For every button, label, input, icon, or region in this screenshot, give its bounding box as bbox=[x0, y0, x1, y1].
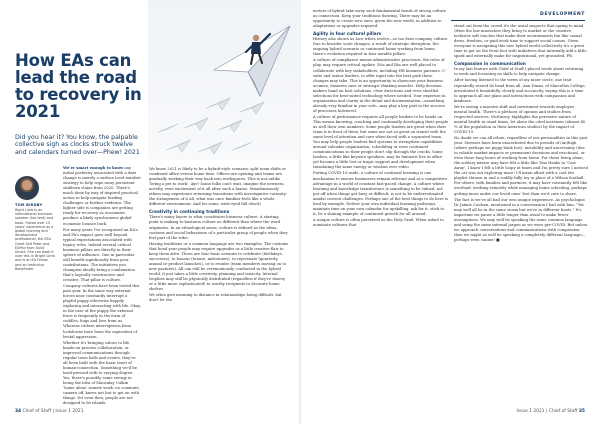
paragraph: We know 2021 is likely to be a hybrid-style scenario: split team shifts or combined office versus home time. Offices are opening and teams are gradually working their way back into workspaces. This is not unlike ‘living a pet to work’. Aye! Some folks can't wait, imagine the newness, novelty, even excitement of it all after such a hiatus. Simultaneously others may experience returning transitions with investigative curiosity: the strangeness of it all, what was once familiar feels like a whole different environment. And for some, wide-eyed full shock! bbox=[149, 167, 288, 207]
left-column-2 bbox=[149, 167, 289, 403]
paragraph: For many years I've recognised an EA's and PA's impact goes well beyond typical expectations associated with legacy roles. Indeed several critical business pillars are directly in their sphere of influence. One in particular will benefit significantly from your contributions. The initiatives you champion ideally bring a combination that's logically constructive and creative. That pillar is culture. bbox=[63, 227, 139, 283]
author-name: TOM BIRDBY bbox=[15, 203, 43, 207]
paragraph: Whether it's bringing values to life, hands-on process collaboration, or improved communications through regular town halls and events, they've all been built with the basic tenet of human-connection. Something we'd be hard-pressed with to varying degree. Yes, there's possibly some energy in being the idea of Macaulay Culkin ‘home alone’ remote work: no commute, camera off, knees not but to get on with things. Yet even then, people are not designed to be islands. bbox=[63, 340, 140, 406]
paragraph: There's many layers to what constitutes business culture. A starting point is making to business culture no different than where the word originates. In an ethnological sense, culture is defined as the ideas, customs and social behaviours of a particular group of people when they feel part of the tribe. bbox=[149, 215, 288, 240]
paragraph: A culture of performance requires all people leaders to be hands on. This means knowing, coaching and continually developing their people as well their own numbers. Some people leaders are great when their team is in front of them, but some are not so great on transit with the same level of attention and care when faced with a separated team. You may help people leaders find systems to strengthen capabilities around calendar organisation, scheduling or even continued communications so their people don't slip through the cracks. Some leaders, a little like keynote speakers, may be fantastic live in office yet become a little lost or tragic support and development when translating the same energy or wisdom over video. bbox=[313, 114, 449, 170]
paragraph: Company cultures have been tested this past year. In the same way external forces near constantly interrupt a playful puppy otherwise happily exploring and interacting with life. Okay, in the case of the puppy the external force is frequently in the form of cuddles, hugs and love from us. Whereas culture interruptions from lockdowns have been the equivalent of brutal aggression. bbox=[63, 284, 141, 339]
author-bio: Right Limb is an international business speaker (her text) and book. Follow over 15 years' experience as a global learning and development professional, the EEA Great Salt Peter and EAPod from Salut Smart. She can book it over this in Bright Limb and is an EA Fellow and an Instructor Bodyfinder. bbox=[15, 208, 55, 271]
subheading: Compassion in communication bbox=[454, 61, 526, 67]
article-standfirst: Did you hear it? You know, the palpable collective sigh as clocks struck twelve and calendars turned over—Phew! 2021 bbox=[15, 134, 140, 156]
publication-name: Chief of Staff bbox=[548, 409, 578, 414]
left-column-1 bbox=[63, 165, 141, 406]
paragraph: We're seeing a massive shift and investment towards employee mental health. There's a plethora of opinion and studies from respected sources. McKinsey, highlights the pervasive nature of mental health in usual times, let alone the cited increases (almost 40 % of the population in their American studies) by the impact of COVID-19. bbox=[454, 104, 586, 134]
issue-label: Issue 1 2021 bbox=[55, 409, 84, 414]
paragraph: Having traditions or a common language are two examples. The customs that bond your people may require upgrades or a little creative flair to keep them alive. There are four basic avenues to celebrate (birthdays, successes), to honour (tenure, milestones), to rejuvenate (quarterly, annual or product launches), or to reunite (team members moving on to new pastures). All can still be ceremoniously conducted in the hybrid world, it just takes a little creativity, planning and tenacity. Internal trophies may still be physically distributed (regardless if they're doorsy or a little more sophisticated) to worthy recipients to decorate home shelves. bbox=[149, 241, 289, 292]
paragraph: No doubt we can all relate, regardless of our personalities in this past year. Stresses have been exacerbated due to periods of (un)high (where perhaps we piggy-bank lost), instability and uncertainty (due to volatile market impacts or permanent decisions and reactions), or even those long bouts of working from home. For those living alone, the solitary nature may have felt a little like Tom Hanks in ‘Cast Away’. I know I felt a little loopy at times and I'm pretty sure I noticed the cat was out exploring more! I'll mean albeit with a cool 60s playlist thrown in and a cuddly fully toy in place of a Wilson football. For others, with families and partners, it may have constantly felt like overload: working remotely while managing home schooling, perhaps getting more under our loved ones' feet than we'd care to share. bbox=[454, 135, 588, 196]
page-number: 35 bbox=[578, 409, 585, 414]
paragraph: The fact is we've all had our own unique experience. As psychologist Dr Jaimie Coulson, mentioned in a conversation I had with him, “We may well all be in the same storm but we're in different boats.” It's important we pause a little longer than usual to make fewer assumptions. We may well be speaking the same common language and using the same internal jargon as we were pre-COVID. But unless we approach conversations and communications with compassion then we might as well be speaking a completely different language—perhaps even canine! ■ bbox=[454, 197, 588, 242]
section-rule bbox=[451, 20, 585, 21]
paragraph: A culture of compliance means administrative processes, the rules of play, may require critical update. EAs and PAs are well placed to collaborate with key stakeholders, including HR business partners, C-suite and senior leaders, to offer input into the best path these changes may take. This is an opportunity to showcase your business acumen, business case or strategic thinking muscles. Help decision makers hand on best solutions, clear directions and even shortlist selections for best-suited technology where needed. Your expertise in organisation and clarity in the detail and documentation—something already very familiar in your role—may play a key part in the success of processes bolstered. bbox=[313, 58, 447, 113]
paragraph: A unique culture is often perceived as the Holy Grail. When asked to nominate cultures that bbox=[313, 217, 444, 227]
paragraph: We often give meaning to distance in relationships being difficult, but don't let the bbox=[149, 293, 282, 303]
publication-name: Chief of Staff bbox=[22, 409, 52, 414]
author-avatar bbox=[15, 176, 39, 200]
subheading: Creativity in continuing traditions bbox=[149, 209, 230, 215]
hero-illustration bbox=[148, 0, 300, 160]
paper-plane-flock-icon bbox=[148, 0, 300, 160]
right-page bbox=[301, 0, 600, 424]
left-page bbox=[0, 0, 299, 424]
right-column-2 bbox=[454, 24, 588, 402]
page-number: 34 bbox=[15, 409, 22, 414]
right-footer: Issue 1 2021 | Chief of Staff 35 bbox=[516, 409, 585, 414]
paragraph: History also shows us how tribes evolve—so too does company culture. Due to broader scale changes, a result of strategic disruption, the ongoing hybrid scenario or continued home working from home, there's evolution required in four notable pillars. bbox=[313, 37, 449, 57]
issue-label: Issue 1 2021 bbox=[516, 409, 545, 414]
paragraph: We're smart enough to know any initial positivity associated with a date change is merely a surface level mindset strategy to help wipe away persistent stubborn stains from 2020. There's much done by way of inspired practical action to help navigate leading challenges or further evidence. The lighter side is companies are getting ready for recovery as economies produce a likely synchronous global economic bounce back. bbox=[63, 165, 141, 226]
paragraph: meters of hybrid take away such fundamental bonds of strong culture as connection. Keep your traditions thriving. There may be an opportunity to create new ones, given the new world, in addition to adaptations or upgrades required. bbox=[313, 9, 446, 29]
left-footer: 34 Chief of Staff | Issue 1 2021 bbox=[15, 409, 84, 414]
paragraph: After having listened to the views of my inner circle, one trait repeatedly reared its head from all. Ann Dinan, of Marcellus College, articulated it beautifully, clearly and succinctly, saying this is a time to approach all our plans and interactions with compassion and kindness. bbox=[454, 78, 586, 103]
paragraph: In my last feature with Chief of Staff I placed seeds about returning to work and focussing on skills to help navigate change. bbox=[454, 67, 584, 77]
paragraph: stand out from the crowd it's the usual suspects that spring to mind. Often the law innovators they bring to market or the creative, inclusive soft touches that make their environments fun like casual dress, freebies, or paid work time to support social causes. Given everyone is navigating this new hybrid world collectively it's a great time to get on the front foot with initiatives that internally add a little spark and externally make for inspirational, yet grounded, PR. bbox=[454, 24, 587, 59]
article-headline: How EAs can lead the road to recovery in 2021 bbox=[15, 51, 142, 121]
section-label: DEVELOPMENT bbox=[540, 12, 585, 17]
subheading: Agility in four cultural pillars bbox=[313, 31, 382, 37]
paragraph: Putting COVID-19 aside, a culture of continual learning is one mechanism to ensure businesses remain relevant and at a competitive advantage in a world of constant fast-paced change. A culture where learning and knowledge transference is something to be valued, not put off when things get busy or difficult, is not to be underestimated amidst current challenges. Perhaps one of the best things to do here is lead by example. Deliver your own individual learning pathways, maintain time on your own calendar for upskilling, ask for it, stick to it, be a shining example of continued growth for all around. bbox=[313, 171, 449, 216]
right-column-1 bbox=[313, 9, 449, 402]
